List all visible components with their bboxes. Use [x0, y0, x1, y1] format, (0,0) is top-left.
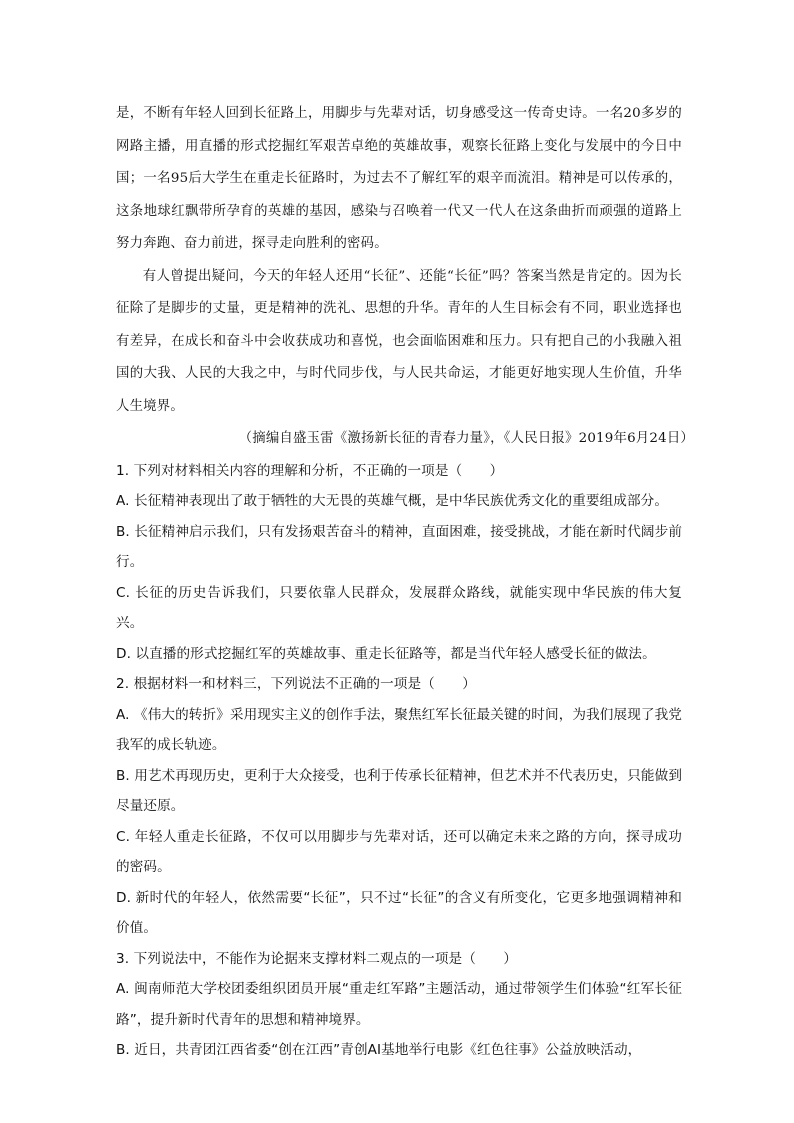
passage-source: （摘编自盛玉雷《激扬新长征的青春力量》，《人民日报》2019年6月24日）: [238, 431, 694, 446]
question-stem: 2. 根据材料一和材料三，下列说法不正确的一项是（ ）: [116, 676, 476, 692]
question-option: A. 《伟大的转折》采用现实主义的创作手法，聚焦红军长征最关键的时间，为我们展现了我党我军的成长轨迹。: [116, 706, 682, 753]
question-3: [116, 944, 682, 1066]
question-option: C. 年轻人重走长征路，不仅可以用脚步与先辈对话，还可以确定未来之路的方向，探寻成功的密码。: [116, 828, 682, 875]
question-option: A. 长征精神表现出了敢于牺牲的大无畏的英雄气概，是中华民族优秀文化的重要组成部分。: [116, 493, 669, 509]
question-option: B. 长征精神启示我们，只有发扬艰苦奋斗的精神，直面困难，接受挑战，才能在新时代阔步前行。: [116, 523, 683, 570]
passage-paragraph-1: 是，不断有年轻人回到长征路上，用脚步与先辈对话，切身感受这一传奇史诗。一名20多岁的网路主播，用直播的形式挖掘红军艰苦卓绝的英雄故事，观察长征路上变化与发展中的今日中国；一名95后大学生在重走长征路时，为过去不了解红军的艰辛而流泪。精神是可以传承的，这条地球红飘带所孕育的英雄的基因，感染与召唤着一代又一代人在这条曲折而顽强的道路上努力奔跑、奋力前进，探寻走向胜利的密码。: [116, 106, 682, 251]
question-2: [116, 669, 682, 944]
question-option: A. 闽南师范大学校团委组织团员开展“重走红军路”主题活动，通过带领学生们体验“红军长征路”，提升新时代青年的思想和精神境界。: [116, 981, 682, 1028]
passage-paragraph-2: 有人曾提出疑问，今天的年轻人还用“长征”、还能“长征”吗？答案当然是肯定的。因为长征除了是脚步的丈量，更是精神的洗礼、思想的升华。青年的人生目标会有不同，职业选择也有差异，在成长和奋斗中会收获成功和喜悦，也会面临困难和压力。只有把自己的小我融入祖国的大我、人民的大我之中，与时代同步伐，与人民共命运，才能更好地实现人生价值，升华人生境界。: [116, 268, 682, 414]
question-option: D. 以直播的形式挖掘红军的英雄故事、重走长征路等，都是当代年轻人感受长征的做法。: [116, 645, 656, 662]
reading-passage: [116, 98, 694, 456]
document-page: [116, 98, 694, 1066]
question-1: [116, 456, 682, 670]
question-option: D. 新时代的年轻人，依然需要“长征”，只不过“长征”的含义有所变化，它更多地强调精神和价值。: [116, 889, 682, 936]
question-option: C. 长征的历史告诉我们，只要依靠人民群众，发展群众路线，就能实现中华民族的伟大复兴。: [116, 584, 682, 631]
question-list: [116, 456, 682, 1066]
question-stem: 3. 下列说法中，不能作为论据来支撑材料二观点的一项是（ ）: [116, 950, 518, 967]
question-stem: 1. 下列对材料相关内容的理解和分析，不正确的一项是（ ）: [116, 462, 504, 479]
question-option: B. 近日，共青团江西省委“创在江西”青创AI基地举行电影《红色往事》公益放映活动，: [116, 1042, 642, 1058]
question-option: B. 用艺术再现历史，更利于大众接受，也利于传承长征精神，但艺术并不代表历史，只能做到尽量还原。: [116, 767, 683, 814]
